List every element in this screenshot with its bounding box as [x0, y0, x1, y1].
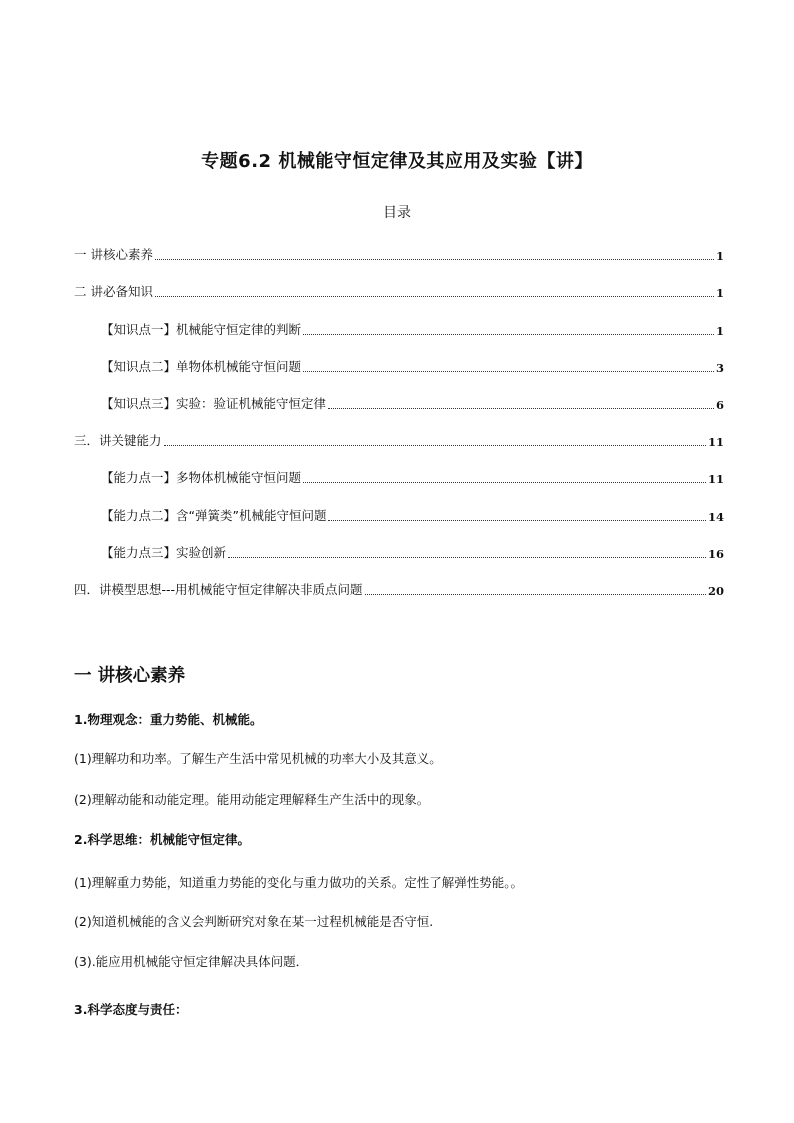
toc-subentry[interactable]	[74, 339, 724, 376]
toc-entry-text: 一 讲核心素养	[74, 247, 153, 263]
toc-subentry[interactable]	[74, 450, 724, 487]
table-of-contents	[74, 227, 724, 599]
toc-leader-dots	[328, 408, 714, 409]
toc-entry[interactable]	[74, 264, 724, 301]
toc-subentry[interactable]	[74, 525, 724, 562]
paragraph: (2)理解动能和动能定理。能用动能定理解释生产生活中的现象。	[74, 792, 430, 807]
toc-entry-text: 【知识点一】机械能守恒定律的判断	[101, 321, 302, 337]
subsection-title: 1.物理观念：重力势能、机械能。	[74, 712, 263, 727]
toc-entry-page: 20	[707, 583, 724, 598]
paragraph: (1)理解重力势能，知道重力势能的变化与重力做功的关系。定性了解弹性势能。。	[74, 875, 523, 890]
toc-entry-text: 【能力点三】实验创新	[101, 544, 227, 560]
toc-leader-dots	[228, 557, 706, 558]
toc-leader-dots	[155, 296, 714, 297]
toc-subentry[interactable]	[74, 376, 724, 413]
toc-entry-page: 3	[715, 360, 724, 375]
paragraph: (2)知道机械能的含义会判断研究对象在某一过程机械能是否守恒.	[74, 914, 434, 929]
toc-entry-page: 1	[715, 323, 724, 338]
document-title: 专题6.2 机械能守恒定律及其应用及实验【讲】	[201, 151, 593, 172]
toc-subentry[interactable]	[74, 487, 724, 524]
toc-entry[interactable]	[74, 413, 724, 450]
toc-entry[interactable]	[74, 227, 724, 264]
toc-entry-page: 6	[715, 397, 724, 412]
subsection-title: 3.科学态度与责任：	[74, 1002, 188, 1017]
toc-leader-dots	[365, 594, 706, 595]
subsection-title: 2.科学思维：机械能守恒定律。	[74, 832, 250, 847]
toc-heading: 目录	[383, 205, 411, 221]
toc-entry-page: 16	[707, 546, 724, 561]
toc-entry-page: 1	[715, 286, 724, 301]
toc-entry-text: 【能力点一】多物体机械能守恒问题	[101, 470, 302, 486]
toc-entry-page: 11	[707, 435, 724, 450]
section-heading: 一 讲核心素养	[74, 666, 186, 686]
toc-entry-page: 1	[715, 249, 724, 264]
toc-subentry[interactable]	[74, 301, 724, 338]
toc-leader-dots	[303, 334, 714, 335]
toc-entry-text: 三．讲关键能力	[74, 433, 162, 449]
toc-entry-text: 【知识点三】实验：验证机械能守恒定律	[101, 395, 327, 411]
toc-entry-text: 二 讲必备知识	[74, 284, 153, 300]
toc-entry-text: 【能力点二】含“弹簧类”机械能守恒问题	[101, 507, 327, 523]
toc-entry-text: 四．讲模型思想---用机械能守恒定律解决非质点问题	[74, 581, 363, 597]
toc-leader-dots	[164, 445, 706, 446]
toc-entry[interactable]	[74, 562, 724, 599]
toc-entry-page: 11	[707, 472, 724, 487]
toc-entry-text: 【知识点二】单物体机械能守恒问题	[101, 358, 302, 374]
toc-leader-dots	[155, 259, 714, 260]
paragraph: (3).能应用机械能守恒定律解决具体问题．	[74, 954, 309, 969]
toc-leader-dots	[328, 520, 706, 521]
paragraph: (1)理解功和功率。了解生产生活中常见机械的功率大小及其意义。	[74, 751, 442, 766]
toc-leader-dots	[303, 482, 706, 483]
toc-entry-page: 14	[707, 509, 724, 524]
toc-leader-dots	[303, 371, 714, 372]
